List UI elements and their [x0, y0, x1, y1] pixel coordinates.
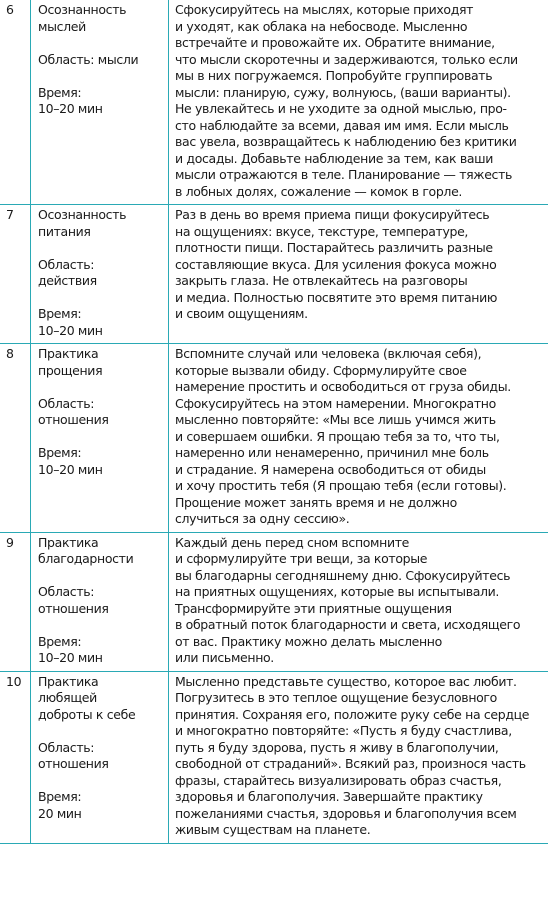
description-line: и страдание. Я намерена освободиться от обиды: [175, 461, 486, 477]
description-line: Трансформируйте эти приятные ощущения: [175, 600, 452, 616]
description-line: на ощущениях: вкусе, текстуре, температуре,: [175, 223, 469, 239]
description-line: свободной от страданий». Всякий раз, произнося часть: [175, 756, 526, 771]
practice-time-value: 10–20 мин: [38, 101, 103, 116]
table-row: [0, 671, 548, 843]
description-line: здоровья и благополучия. Завершайте практику: [175, 789, 483, 804]
description-line: которые вызвали обиду. Сформулируйте свое: [175, 362, 467, 378]
practice-area: Область:: [38, 584, 95, 599]
practice-area: действия: [38, 273, 97, 288]
description-line: и совершаем ошибки. Я прощаю тебя за то, что ты,: [175, 428, 500, 444]
practice-time-label: Время:: [38, 306, 82, 321]
description-line: встречайте и провожайте их. Обратите внимание,: [175, 35, 495, 50]
practice-area: отношения: [38, 756, 109, 771]
practice-info: [31, 0, 169, 205]
description-line: намеренно или ненамеренно, причинил мне боль: [175, 445, 489, 460]
description-line: Прощение может занять время и не должно: [175, 494, 457, 510]
table-row: [0, 205, 548, 344]
practice-title: Осознанность: [38, 2, 127, 17]
description-line: или письменно.: [175, 650, 274, 665]
description-line: Мысленно представьте существо, которое вас любит.: [175, 673, 517, 689]
practice-time-label: Время:: [38, 789, 82, 804]
description-line: и медиа. Полностью посвятите это время питанию: [175, 289, 498, 305]
practice-title: питания: [38, 223, 91, 239]
table-row: [0, 0, 548, 205]
description-line: вас увела, возвращайтесь к наблюдению без критики: [175, 134, 517, 149]
practice-description: [169, 532, 548, 671]
description-line: принятия. Сохраняя его, положите руку себе на сердце: [175, 706, 530, 722]
description-line: Раз в день во время приема пищи фокусируйтесь: [175, 207, 490, 222]
description-line: Не увлекайтесь и не уходите за одной мыслью, про-: [175, 101, 507, 116]
practice-title: мыслей: [38, 18, 86, 34]
description-line: и хочу простить тебя (Я прощаю тебя (если готовы).: [175, 478, 507, 493]
description-line: от вас. Практику можно делать мысленно: [175, 633, 442, 649]
description-line: намерение простить и освободиться от груза обиды.: [175, 379, 511, 394]
description-line: плотности пищи. Постарайтесь различить разные: [175, 240, 493, 255]
practice-title: Практика: [38, 346, 99, 361]
description-line: составляющие вкуса. Для усиления фокуса можно: [175, 256, 497, 272]
description-line: пожеланиями счастья, здоровья и благополучия всем: [175, 805, 517, 821]
practice-time-value: 20 мин: [38, 805, 82, 821]
practice-time-label: Время:: [38, 445, 82, 460]
description-line: в лобных долях, сожаление — комок в горле.: [175, 183, 463, 199]
description-line: вы благодарны сегодняшнему дню. Сфокусируйтесь: [175, 567, 511, 583]
description-line: путь я буду здорова, пусть я живу в благополучии,: [175, 739, 499, 755]
practice-title: доброты к себе: [38, 706, 136, 722]
description-line: Погрузитесь в это теплое ощущение безусловного: [175, 690, 497, 705]
description-line: и сформулируйте три вещи, за которые: [175, 551, 428, 566]
practice-area: Область:: [38, 739, 95, 755]
description-line: и уходят, как облака на небосводе. Мысленно: [175, 18, 468, 34]
practice-title: Осознанность: [38, 207, 127, 222]
practice-time-label: Время:: [38, 633, 82, 649]
description-line: Вспомните случай или человека (включая себя),: [175, 346, 482, 361]
practice-info: [31, 205, 169, 344]
practice-number: 6: [6, 2, 14, 17]
description-line: живым существам на планете.: [175, 822, 371, 837]
practice-title: Практика: [38, 673, 99, 689]
practice-title: прощения: [38, 362, 103, 378]
practice-info: [31, 671, 169, 843]
practice-description: [169, 344, 548, 533]
practice-number: 10: [6, 673, 22, 689]
practice-title: благодарности: [38, 551, 134, 566]
description-line: Сфокусируйтесь на этом намерении. Многократно: [175, 395, 496, 411]
description-line: мысли отражаются в теле. Планирование — тяжесть: [175, 167, 513, 182]
practice-title: любящей: [38, 690, 97, 705]
description-line: Сфокусируйтесь на мыслях, которые приходят: [175, 2, 474, 17]
description-line: случиться за одну сессию».: [175, 511, 350, 526]
practice-time-value: 10–20 мин: [38, 461, 103, 477]
description-line: мысленно повторяйте: «Мы все лишь учимся жить: [175, 412, 496, 427]
practice-time-value: 10–20 мин: [38, 322, 103, 338]
practice-title: Практика: [38, 534, 99, 550]
practice-number: 9: [6, 534, 14, 550]
practice-area: отношения: [38, 412, 109, 427]
practice-number: 7: [6, 207, 14, 222]
practice-info: [31, 344, 169, 533]
description-line: мы в них погружаемся. Попробуйте группировать: [175, 68, 493, 83]
practice-time-label: Время:: [38, 84, 82, 100]
description-line: в обратный поток благодарности и света, исходящего: [175, 617, 521, 632]
practice-info: [31, 532, 169, 671]
description-line: Каждый день перед сном вспомните: [175, 534, 410, 550]
description-line: что мысли скоротечны и задерживаются, только если: [175, 51, 518, 67]
description-line: закрыть глаза. Не отвлекайтесь на разговоры: [175, 273, 468, 288]
practice-area: Область:: [38, 256, 95, 272]
practice-area: Область:: [38, 395, 95, 411]
description-line: и досады. Добавьте наблюдение за тем, как ваши: [175, 150, 494, 166]
practice-description: [169, 671, 548, 843]
description-line: фразы, старайтесь визуализировать образ счастья,: [175, 772, 502, 788]
practice-description: [169, 0, 548, 205]
description-line: мысли: планирую, сужу, волнуюсь, (ваши варианты).: [175, 84, 511, 100]
description-line: и многократно повторяйте: «Пусть я буду счастлива,: [175, 723, 512, 738]
description-line: сто наблюдайте за всеми, давая им имя. Если мысль: [175, 117, 509, 133]
table-row: [0, 344, 548, 533]
description-line: на приятных ощущениях, которые вы испытывали.: [175, 584, 500, 599]
practice-time-value: 10–20 мин: [38, 650, 103, 665]
table-row: [0, 532, 548, 671]
practice-number: 8: [6, 346, 14, 361]
description-line: и своим ощущениям.: [175, 306, 308, 321]
practice-area: отношения: [38, 600, 109, 616]
practice-description: [169, 205, 548, 344]
practice-area: Область: мысли: [38, 51, 139, 67]
